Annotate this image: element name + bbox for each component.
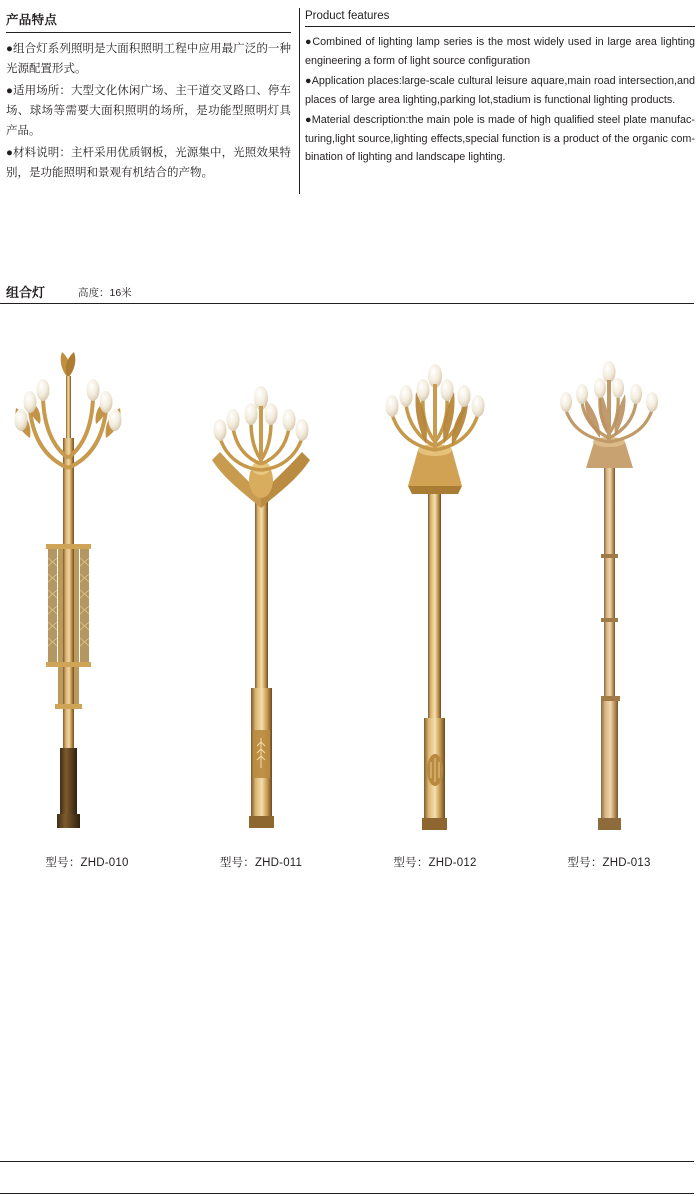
lamp-illustration-zhd-011: [174, 318, 348, 838]
features-column-divider: [299, 8, 300, 194]
lamp-illustration-zhd-010: [0, 318, 174, 838]
features-english-paragraph-1: ●Combined of lighting lamp series is the most widely used in large area lighting engineering a form of light source configuration: [305, 36, 695, 67]
product-item-3[interactable]: [348, 318, 522, 878]
product-caption-4: 型号：ZHD-013: [567, 857, 651, 869]
section-divider: [0, 303, 694, 304]
caption-rule-bottom: [0, 1193, 694, 1194]
caption-rule-top: [0, 1161, 694, 1162]
features-english-paragraph-3: ●Material description:the main pole is made of high qualified steel plate manufac-turing,light source,lighting effects,special function is a product of the organic com-bination of lighting and landscape lighting.: [305, 114, 695, 163]
lamp-illustration-zhd-012: [348, 318, 522, 838]
features-english-column: [305, 10, 695, 169]
product-item-2[interactable]: [174, 318, 348, 878]
features-english-paragraph-2: ●Application places:large-scale cultural leisure aquare,main road intersection,and places of large area lighting,parking lot,stadium is functional lighting products.: [305, 75, 695, 106]
features-chinese-heading: 产品特点: [6, 13, 58, 27]
product-caption-3: 型号：ZHD-012: [393, 857, 477, 869]
product-caption-1: 型号：ZHD-010: [45, 857, 129, 869]
features-chinese-paragraph-3: ●材料说明：主杆采用优质钢板，光源集中，光照效果特别，是功能照明和景观有机结合的产物。: [6, 147, 291, 179]
features-english-rule: [305, 26, 695, 27]
product-gallery: [0, 318, 700, 878]
features-english-heading: Product features: [305, 10, 390, 22]
features-chinese-column: [6, 10, 291, 185]
lamp-illustration-zhd-013: [522, 318, 696, 838]
features-chinese-paragraph-2: ●适用场所：大型文化休闲广场、主干道交叉路口、停车场、球场等需要大面积照明的场所，是功能型照明灯具产品。: [6, 85, 291, 137]
product-caption-2: 型号：ZHD-011: [219, 857, 303, 869]
section-subtitle: 高度：16米: [78, 287, 132, 299]
features-chinese-rule: [6, 32, 291, 33]
section-title: 组合灯: [6, 285, 46, 300]
product-item-4[interactable]: [522, 318, 696, 878]
features-chinese-paragraph-1: ●组合灯系列照明是大面积照明工程中应用最广泛的一种光源配置形式。: [6, 43, 291, 75]
product-item-1[interactable]: [0, 318, 174, 878]
features-block: [0, 0, 700, 200]
